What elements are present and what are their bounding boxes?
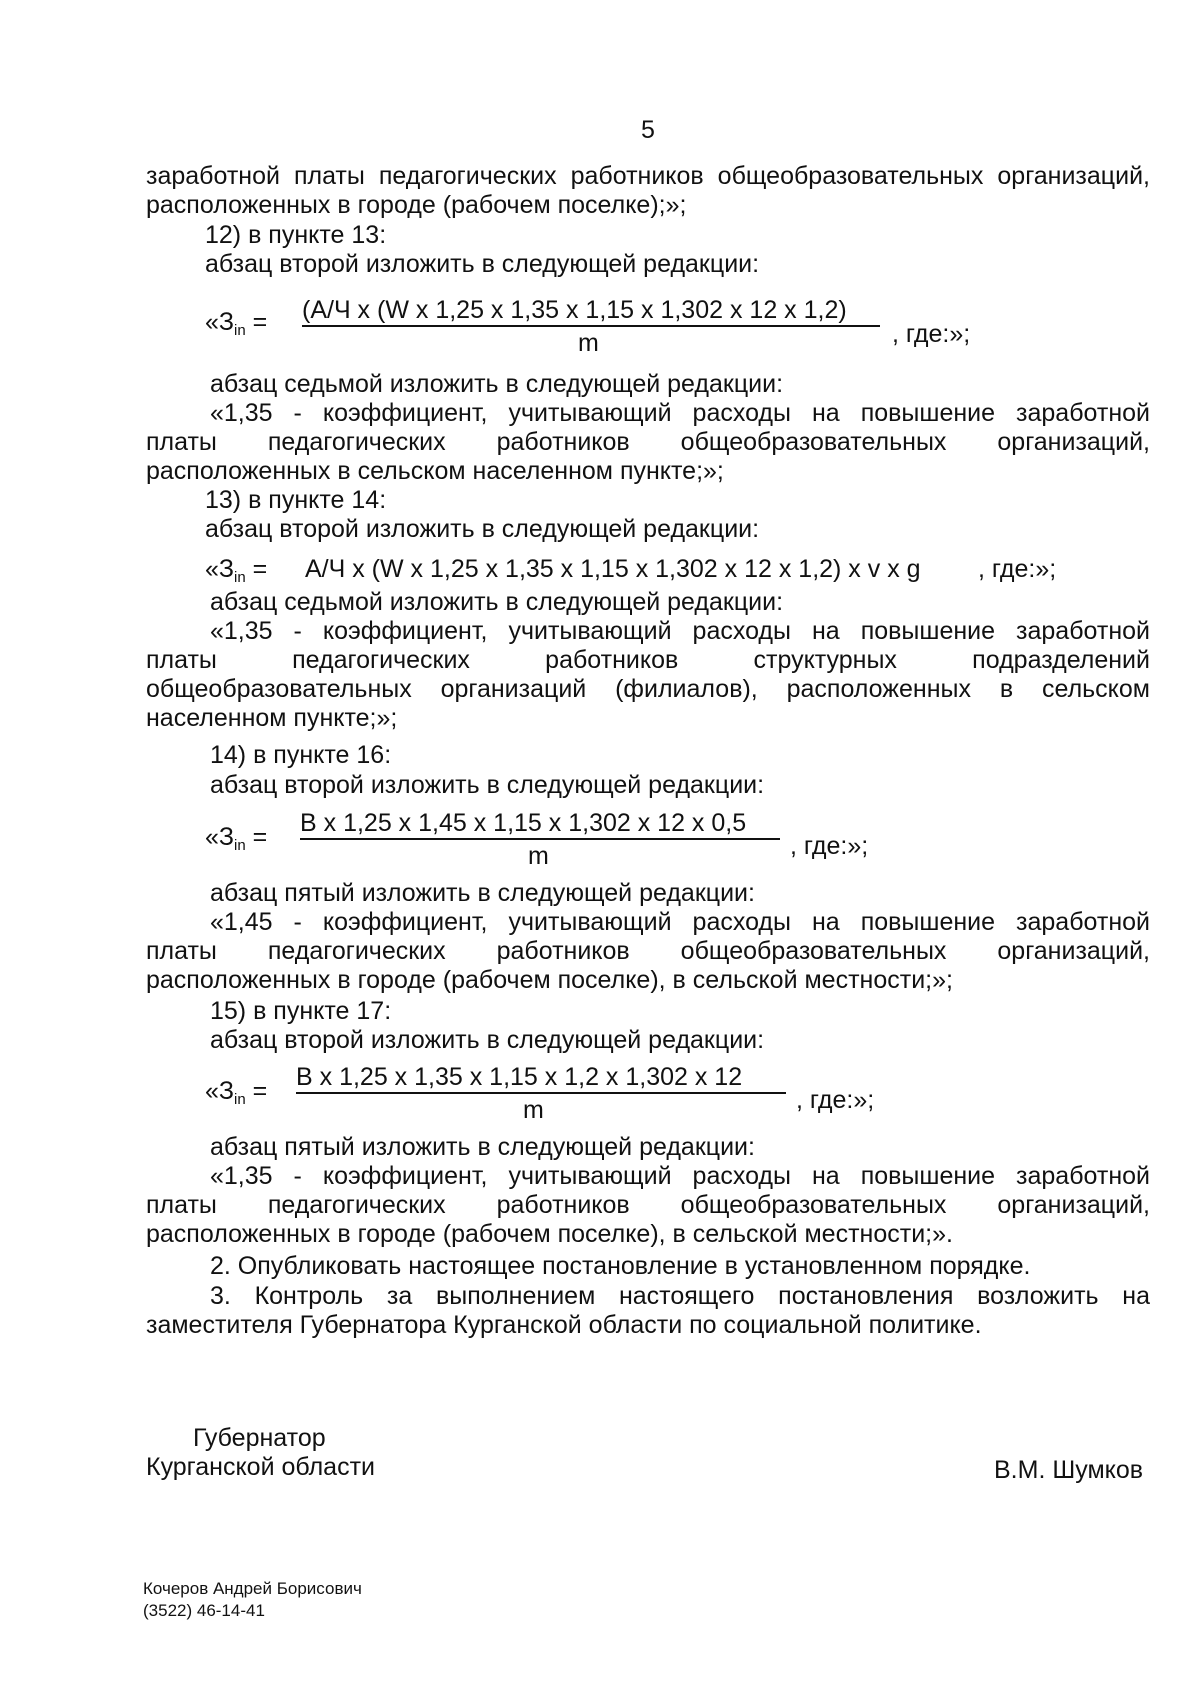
text-line: платы педагогических работников общеобразовательных организаций, — [146, 428, 1150, 456]
text-line: абзац второй изложить в следующей редакции: — [210, 771, 765, 799]
contact-person: Кочеров Андрей Борисович — [143, 1579, 362, 1598]
formula-lhs: «$З_{in}$ = — [205, 308, 268, 339]
text-line: абзац пятый изложить в следующей редакции: — [210, 1133, 755, 1161]
text-line: «1,35 - коэффициент, учитывающий расходы на повышение заработной — [210, 1162, 1150, 1190]
text-line: платы педагогических работников общеобразовательных организаций, — [146, 1191, 1150, 1219]
text-line: заработной платы педагогических работников общеобразовательных организаций, — [146, 162, 1150, 190]
fraction-bar — [300, 838, 780, 840]
text-line: «1,45 - коэффициент, учитывающий расходы на повышение заработной — [210, 908, 1150, 936]
text-line: платы педагогических работников общеобразовательных организаций, — [146, 937, 1150, 965]
formula-tail: , где:»; — [978, 555, 1057, 583]
formula-numerator: В х 1,25 х 1,45 х 1,15 х 1,302 х 12 х 0,5 — [300, 809, 747, 837]
text-line: абзац седьмой изложить в следующей редакции: — [210, 370, 784, 398]
text-line: платы педагогических работников структурных подразделений — [146, 646, 1150, 674]
formula-denominator: m — [523, 1096, 544, 1124]
text-line: расположенных в городе (рабочем поселке), в сельской местности;»; — [146, 966, 953, 994]
text-line: «1,35 - коэффициент, учитывающий расходы на повышение заработной — [210, 399, 1150, 427]
formula-lhs: «$З_{in}$ = — [205, 823, 268, 854]
text-line: 3. Контроль за выполнением настоящего постановления возложить на — [210, 1282, 1150, 1310]
item-heading: 12) в пункте 13: — [205, 221, 387, 249]
signatory-title: Губернатор — [193, 1424, 326, 1452]
formula-tail: , где:»; — [790, 832, 869, 860]
text-line: общеобразовательных организаций (филиалов), расположенных в сельском — [146, 675, 1150, 703]
text-line: «1,35 - коэффициент, учитывающий расходы на повышение заработной — [210, 617, 1150, 645]
item-heading: 14) в пункте 16: — [210, 741, 392, 769]
text-line: абзац второй изложить в следующей редакции: — [205, 250, 760, 278]
formula-body: А/Ч х (W х 1,25 х 1,35 х 1,15 х 1,302 х 12 х 1,2) х v х g — [305, 555, 921, 583]
text-line: абзац седьмой изложить в следующей редакции: — [210, 588, 784, 616]
formula-lhs: «$З_{in}$ = — [205, 555, 268, 586]
text-line: населенном пункте;»; — [146, 704, 398, 732]
item-heading: 15) в пункте 17: — [210, 997, 392, 1025]
formula-denominator: m — [528, 842, 549, 870]
fraction-bar — [302, 325, 880, 327]
formula-tail: , где:»; — [892, 320, 971, 348]
signatory-name: В.М. Шумков — [994, 1456, 1144, 1484]
formula-tail: , где:»; — [796, 1086, 875, 1114]
formula-numerator: (А/Ч х (W х 1,25 х 1,35 х 1,15 х 1,302 х 12 х 1,2) — [302, 296, 847, 324]
text-line: 2. Опубликовать настоящее постановление в установленном порядке. — [210, 1252, 1031, 1280]
text-line: расположенных в городе (рабочем поселке), в сельской местности;». — [146, 1220, 953, 1248]
formula-numerator: В х 1,25 х 1,35 х 1,15 х 1,2 х 1,302 х 12 — [296, 1063, 743, 1091]
text-line: абзац пятый изложить в следующей редакции: — [210, 879, 755, 907]
formula-denominator: m — [578, 329, 599, 357]
item-heading: 13) в пункте 14: — [205, 486, 387, 514]
contact-phone: (3522) 46-14-41 — [143, 1601, 265, 1620]
text-line: абзац второй изложить в следующей редакции: — [210, 1026, 765, 1054]
text-line: абзац второй изложить в следующей редакции: — [205, 515, 760, 543]
text-line: заместителя Губернатора Курганской области по социальной политике. — [146, 1311, 982, 1339]
text-line: расположенных в сельском населенном пункте;»; — [146, 457, 724, 485]
fraction-bar — [296, 1092, 786, 1094]
text-line: расположенных в городе (рабочем поселке);»; — [146, 191, 687, 219]
signatory-title: Курганской области — [146, 1453, 376, 1481]
page-number: 5 — [641, 116, 655, 144]
formula-lhs: «$З_{in}$ = — [205, 1077, 268, 1108]
